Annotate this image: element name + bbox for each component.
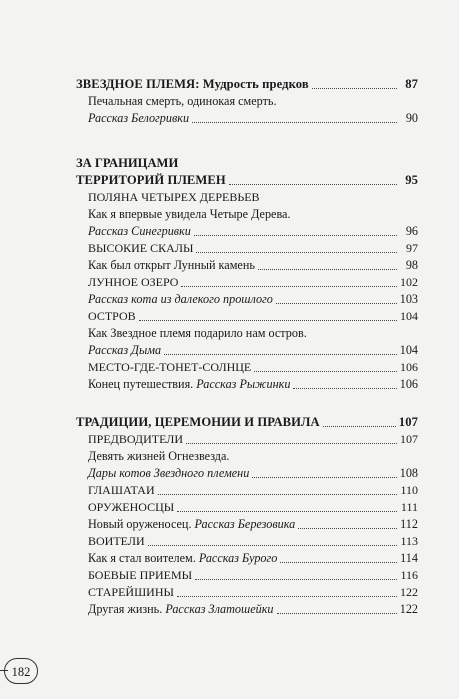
toc-page-number: 104 [399, 343, 418, 357]
toc-section-starclan [76, 76, 418, 127]
toc-chapter[interactable] [76, 499, 418, 516]
toc-entry-author: Рассказ Березовика [194, 517, 296, 531]
dot-leader [177, 511, 397, 512]
toc-chapter[interactable] [76, 240, 418, 257]
toc-entry-author: Рассказ Дыма [88, 343, 162, 357]
toc-heading[interactable] [76, 76, 418, 93]
dot-leader [293, 388, 396, 389]
dot-leader [194, 235, 397, 236]
toc-chapter[interactable] [76, 533, 418, 550]
toc-chapter-title: ОСТРОВ [88, 309, 136, 323]
toc-entry-author: Рассказ Златошейки [165, 602, 274, 616]
toc-page-number: 96 [405, 224, 418, 238]
toc-entry[interactable] [76, 93, 418, 110]
dot-leader [280, 562, 397, 563]
toc-page-number: 122 [399, 602, 418, 616]
toc-entry-title: Как Звездное племя подарило нам остров. [88, 326, 307, 340]
toc-chapter[interactable] [76, 482, 418, 499]
toc-entry[interactable] [76, 257, 418, 274]
toc-chapter[interactable] [76, 567, 418, 584]
toc-chapter-title: ВОИТЕЛИ [88, 534, 145, 548]
dot-leader [164, 354, 397, 355]
toc-chapter-title: ГЛАШАТАИ [88, 483, 155, 497]
dot-leader [177, 596, 397, 597]
toc-entry[interactable] [76, 376, 418, 393]
toc-chapter[interactable] [76, 308, 418, 325]
dot-leader [323, 426, 396, 427]
toc-chapter[interactable] [76, 189, 418, 206]
toc-entry-author: Рассказ Белогривки [88, 111, 190, 125]
toc-entry-title: Как был открыт Лунный камень [88, 258, 255, 272]
toc-page-number: 106 [400, 360, 418, 374]
toc-chapter-title: ОРУЖЕНОСЦЫ [88, 500, 175, 514]
toc-entry[interactable] [76, 291, 418, 308]
page-number: 182 [4, 658, 38, 684]
toc-heading[interactable] [76, 172, 418, 189]
toc-chapter-title: ПОЛЯНА ЧЕТЫРЕХ ДЕРЕВЬЕВ [88, 190, 260, 204]
dot-leader [186, 443, 397, 444]
toc-page-number: 97 [406, 241, 418, 255]
dot-leader [148, 545, 397, 546]
toc-page-number: 102 [400, 275, 418, 289]
dot-leader [276, 303, 397, 304]
dot-leader [196, 252, 397, 253]
toc-heading-title: ТЕРРИТОРИЙ ПЛЕМЕН [76, 173, 226, 187]
toc-page-number: 110 [400, 483, 418, 497]
toc-chapter[interactable] [76, 274, 418, 291]
toc-entry[interactable] [76, 206, 418, 223]
toc-chapter[interactable] [76, 359, 418, 376]
toc-chapter[interactable] [76, 584, 418, 601]
toc-chapter-title: БОЕВЫЕ ПРИЕМЫ [88, 568, 193, 582]
toc-heading-title: ЗВЕЗДНОЕ ПЛЕМЯ: Мудрость предков [76, 77, 309, 91]
toc-page-number: 111 [400, 500, 418, 514]
toc-entry-title: Новый оруженосец. [88, 517, 195, 531]
dot-leader [254, 371, 397, 372]
toc-section-traditions [76, 414, 418, 618]
dot-leader [181, 286, 397, 287]
toc-entry-author: Рассказ Рыжинки [196, 377, 291, 391]
toc-entries [76, 189, 418, 393]
toc-entry-author: Рассказ Синегривки [88, 224, 191, 238]
toc-entry[interactable] [76, 550, 418, 567]
dot-leader [195, 579, 397, 580]
toc-page-number: 87 [405, 77, 418, 91]
toc-page-number: 106 [399, 377, 418, 391]
toc-chapter-title: СТАРЕЙШИНЫ [88, 585, 174, 599]
toc-chapter-title: ПРЕДВОДИТЕЛИ [88, 432, 184, 446]
toc-heading-title: ТРАДИЦИИ, ЦЕРЕМОНИИ И ПРАВИЛА [76, 415, 320, 429]
dot-leader [192, 122, 397, 123]
dot-leader [229, 184, 397, 185]
dot-leader [277, 613, 397, 614]
toc-entry-title: Печальная смерть, одинокая смерть. [88, 94, 277, 108]
toc-entry-title: Как я стал воителем. [88, 551, 199, 565]
toc-entry-title: Другая жизнь. [88, 602, 166, 616]
dot-leader [252, 477, 396, 478]
toc-entry[interactable] [76, 516, 418, 533]
toc-entry-title: Девять жизней Огнезвезда. [88, 449, 230, 463]
toc-page-number: 95 [405, 173, 418, 187]
toc-page-number: 116 [400, 568, 418, 582]
dot-leader [312, 88, 397, 89]
toc-chapter[interactable] [76, 431, 418, 448]
toc-entry-title: Конец путешествия. [88, 377, 197, 391]
toc-heading[interactable] [76, 414, 418, 431]
dot-leader [139, 320, 397, 321]
toc-chapter-title: ВЫСОКИЕ СКАЛЫ [88, 241, 194, 255]
toc-entry[interactable] [76, 223, 418, 240]
toc-page-number: 114 [400, 551, 418, 565]
toc-entry[interactable] [76, 325, 418, 342]
toc-page-number: 107 [400, 432, 418, 446]
dot-leader [298, 528, 397, 529]
toc-page-number: 104 [400, 309, 418, 323]
toc-page-number: 107 [398, 415, 418, 429]
toc-entry[interactable] [76, 110, 418, 127]
toc-page-number: 113 [400, 534, 418, 548]
toc-page-number: 108 [399, 466, 418, 480]
toc-entry[interactable] [76, 465, 418, 482]
toc-entry-author: Рассказ Бурого [198, 551, 278, 565]
toc-chapter-title: ЛУННОЕ ОЗЕРО [88, 275, 179, 289]
toc-page-number: 90 [405, 111, 418, 125]
dot-leader [158, 494, 397, 495]
toc-page-number: 103 [399, 292, 418, 306]
toc-section-borders [76, 155, 418, 393]
toc-entry-title: Как я впервые увидела Четыре Дерева. [88, 207, 291, 221]
toc-heading-line1[interactable]: ЗА ГРАНИЦАМИ [76, 156, 179, 170]
toc-entry[interactable] [76, 601, 418, 618]
toc-entry[interactable] [76, 448, 418, 465]
toc-entry-author: Рассказ кота из далекого прошлого [88, 292, 273, 306]
toc-page-number: 98 [405, 258, 418, 272]
toc-entry-author: Дары котов Звездного племени [88, 466, 250, 480]
toc-page-number: 112 [400, 517, 418, 531]
toc-entries [76, 431, 418, 618]
toc-entry[interactable] [76, 342, 418, 359]
dot-leader [258, 269, 397, 270]
toc-page-number: 122 [400, 585, 418, 599]
toc-chapter-title: МЕСТО-ГДЕ-ТОНЕТ-СОЛНЦЕ [88, 360, 252, 374]
